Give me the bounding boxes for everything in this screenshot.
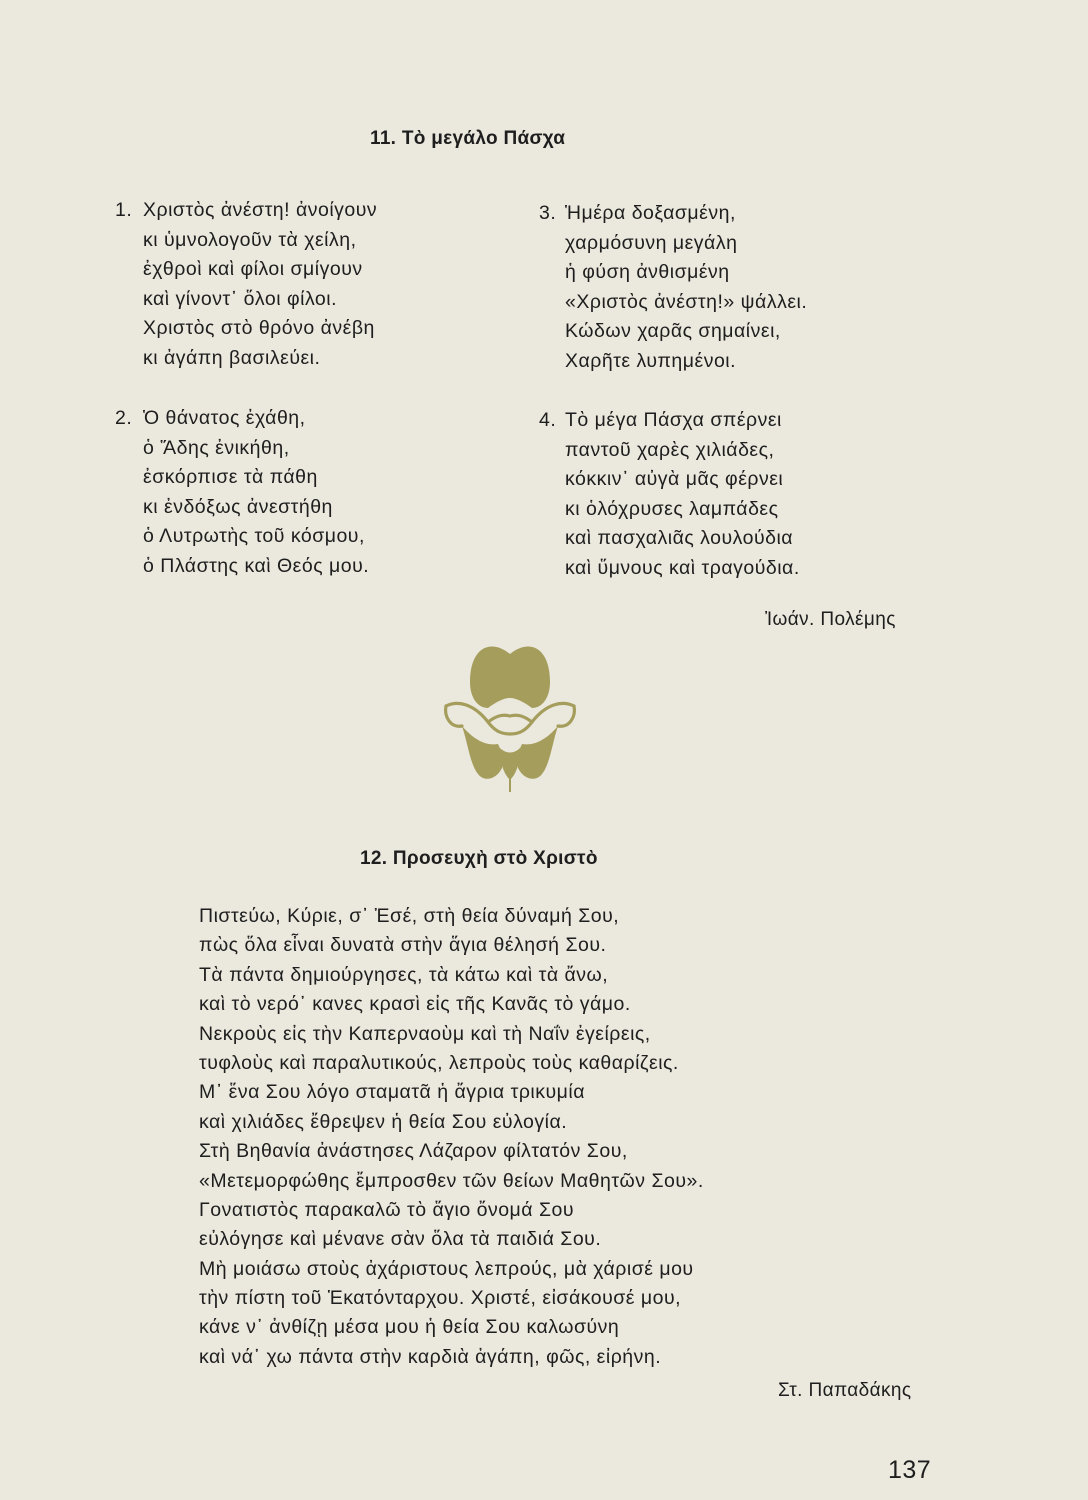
verse-line: «Μετεμορφώθης ἔμπροσθεν τῶν θείων Μαθητῶν Σου». [199,1169,704,1192]
verse-line: κι ἐνδόξως ἀνεστήθη [143,495,333,518]
verse-line: εὐλόγησε καὶ μένανε σὰν ὅλα τὰ παιδιά Σου. [199,1228,602,1251]
verse-line: κόκκιν᾽ αὐγὰ μᾶς φέρνει [565,468,784,491]
verse-line: ἡ φύση ἀνθισμένη [565,261,730,284]
verse-line: χαρμόσυνη μεγάλη [565,231,738,254]
verse-line: Τὰ πάντα δημιούργησες, τὰ κάτω καὶ τὰ ἄνω, [199,963,609,986]
verse-line: Νεκροὺς εἰς τὴν Καπερναοὺμ καὶ τὴ Ναΐν ἐγείρεις, [199,1022,651,1045]
verse-line: τυφλοὺς καὶ παραλυτικούς, λεπροὺς τοὺς καθαρίζεις. [199,1051,679,1074]
verse-line: κι ὁλόχρυσες λαμπάδες [565,497,779,520]
poem-2-title: 12. Προσευχὴ στὸ Χριστὸ [360,848,598,869]
verse-line: Στὴ Βηθανία ἀνάστησες Λάζαρον φίλτατόν Σου, [199,1140,628,1163]
poem-1-stanza-3 [539,199,807,377]
verse-line: ὁ Λυτρωτὴς τοῦ κόσμου, [143,525,365,548]
verse-line: Ὁ θάνατος ἐχάθη, [143,407,306,429]
poem-1-stanza-1 [115,196,377,374]
poem-2-author: Στ. Παπαδάκης [778,1380,912,1401]
verse-line: ὁ Ἅδης ἐνικήθη, [143,436,290,459]
verse-line: καὶ ὕμνους καὶ τραγούδια. [565,556,800,579]
verse-line: καὶ χιλιάδες ἔθρεψεν ἡ θεία Σου εὐλογία. [199,1110,568,1133]
verse-line: ὁ Πλάστης καὶ Θεός μου. [143,554,370,577]
poem-1-title: 11. Τὸ μεγάλο Πάσχα [370,128,566,149]
poem-1-author: Ἰωάν. Πολέμης [765,609,896,630]
verse-line: κι ἀγάπη βασιλεύει. [143,346,321,369]
verse-line: Χαρῆτε λυπημένοι. [565,349,737,372]
stanza-number: 1. [115,199,133,221]
verse-line: ἐχθροὶ καὶ φίλοι σμίγουν [143,258,363,281]
stanza-number: 4. [539,409,557,431]
verse-line: Γονατιστὸς παρακαλῶ τὸ ἅγιο ὄνομά Σου [199,1198,575,1221]
verse-line: Πιστεύω, Κύριε, σ᾽ Ἐσέ, στὴ θεία δύναμή Σου, [199,905,620,927]
verse-line: κάνε ν᾽ ἀνθίζῃ μέσα μου ἡ θεία Σου καλωσύνη [199,1316,620,1339]
verse-line: «Χριστὸς ἀνέστη!» ψάλλει. [565,290,808,313]
lily-ornament-icon [440,636,580,792]
stanza-number: 2. [115,407,133,429]
verse-line: καὶ νά᾽ χω πάντα στὴν καρδιὰ ἀγάπη, φῶς, εἰρήνη. [199,1345,662,1368]
verse-line: τὴν πίστη τοῦ Ἑκατόνταρχου. Χριστέ, εἰσάκουσέ μου, [199,1287,682,1310]
poem-1-stanza-2 [115,404,369,582]
poem-2-body [199,902,704,1372]
poem-1-stanza-4 [539,406,800,584]
verse-line: Κώδων χαρᾶς σημαίνει, [565,320,781,343]
verse-line: Τὸ μέγα Πάσχα σπέρνει [565,409,782,431]
verse-line: Μὴ μοιάσω στοὺς ἀχάριστους λεπρούς, μὰ χάρισέ μου [199,1257,694,1280]
verse-line: πὼς ὅλα εἶναι δυνατὰ στὴν ἅγια θέλησή Σου. [199,934,607,957]
verse-line: Χριστὸς στὸ θρόνο ἀνέβη [143,317,375,340]
verse-line: Ἡμέρα δοξασμένη, [565,202,736,224]
verse-line: παντοῦ χαρὲς χιλιάδες, [565,438,775,461]
page-number: 137 [888,1456,932,1484]
verse-line: καὶ πασχαλιᾶς λουλούδια [565,527,794,550]
verse-line: καὶ τὸ νερό᾽ κανες κρασὶ εἰς τῆς Κανᾶς τὸ γάμο. [199,993,631,1016]
verse-line: Μ᾽ ἕνα Σου λόγο σταματᾶ ἡ ἄγρια τρικυμία [199,1081,586,1104]
verse-line: Χριστὸς ἀνέστη! ἀνοίγουν [143,199,378,221]
verse-line: καὶ γίνοντ᾽ ὅλοι φίλοι. [143,287,337,310]
verse-line: ἐσκόρπισε τὰ πάθη [143,466,318,489]
stanza-number: 3. [539,202,557,224]
verse-line: κι ὑμνολογοῦν τὰ χείλη, [143,228,357,251]
